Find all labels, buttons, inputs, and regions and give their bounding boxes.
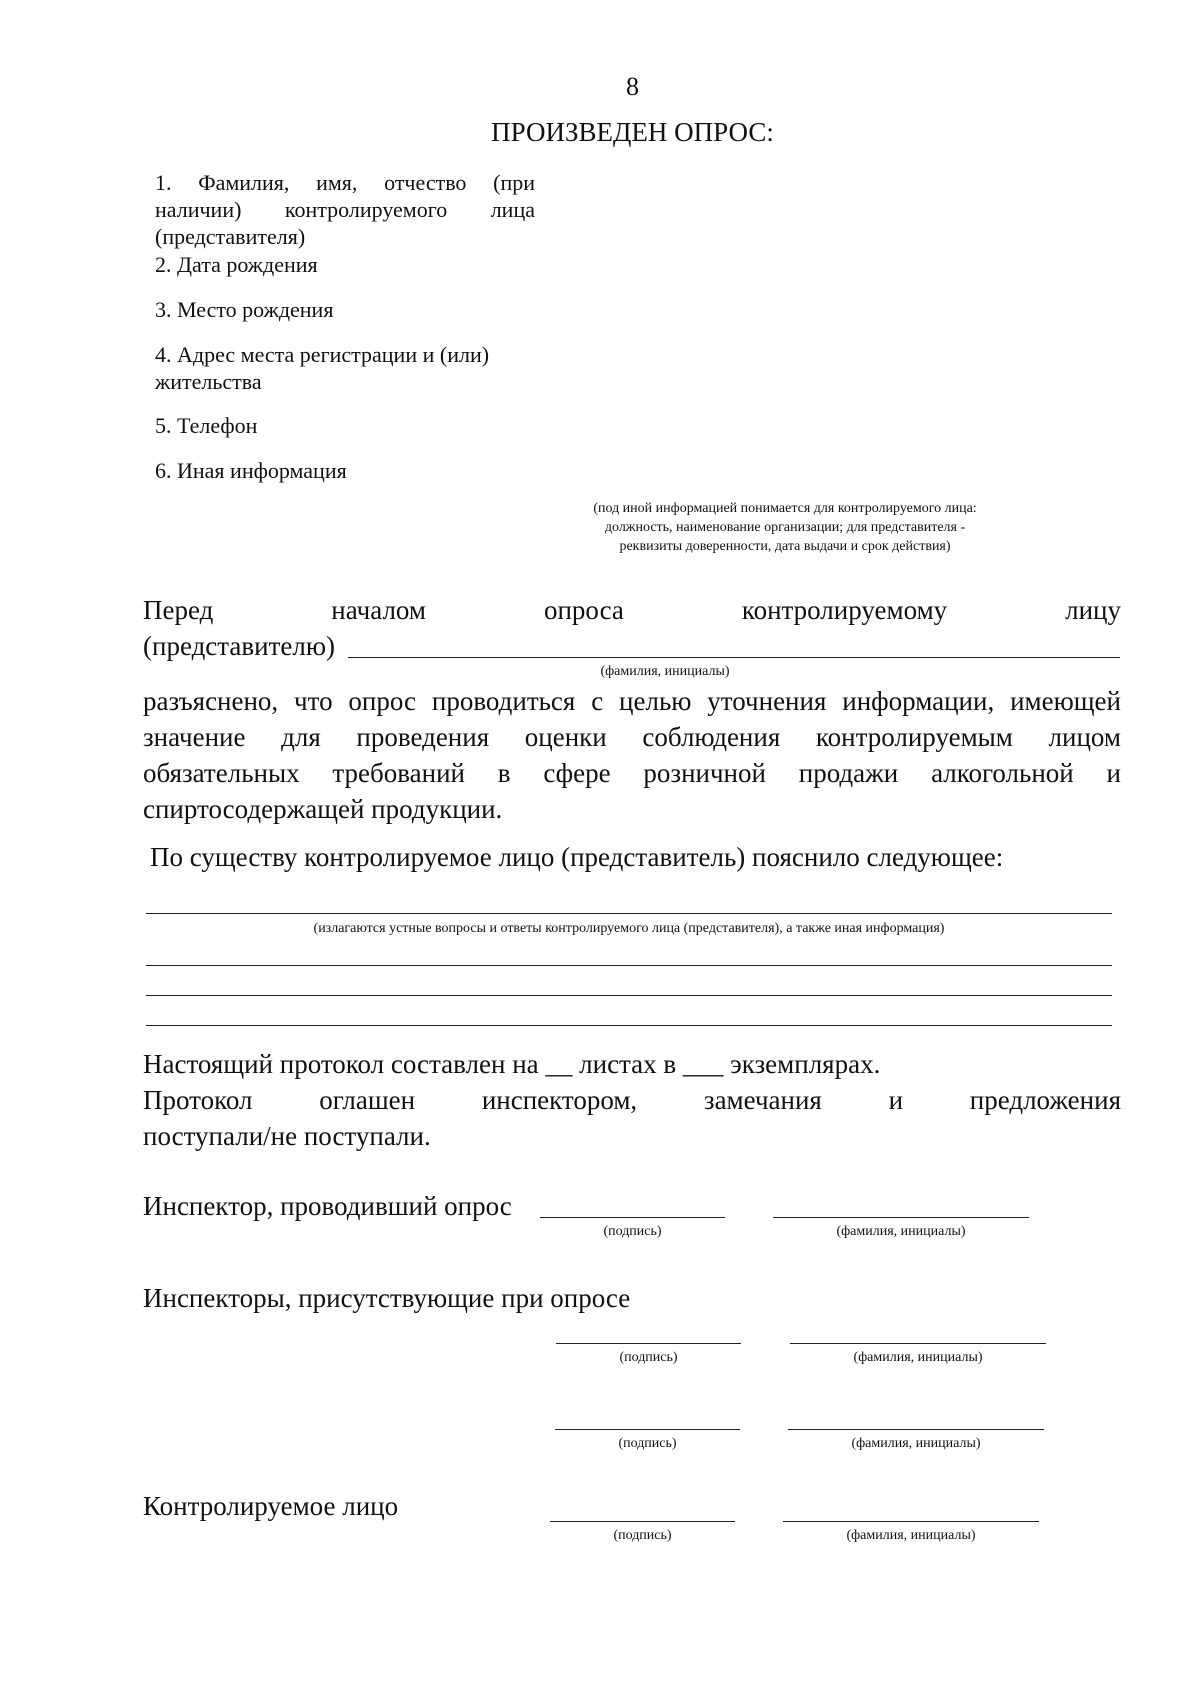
present2-name-caption: (фамилия, инициалы)	[851, 1436, 981, 1451]
field-birth-place: 3. Место рождения	[155, 297, 334, 322]
explanation-line2: значение для проведения оценки соблюдения контролируемым лицом	[143, 722, 1121, 752]
present1-signature-line[interactable]	[556, 1343, 741, 1344]
field-phone: 5. Телефон	[155, 413, 258, 438]
field-address-line1: 4. Адрес места регистрации и (или)	[155, 342, 490, 367]
field-full-name-line2: наличии) контролируемого лица	[155, 197, 535, 222]
controlled-signature-line[interactable]	[550, 1521, 735, 1522]
explanation-line4: спиртосодержащей продукции.	[143, 794, 503, 824]
explanation-line1: разъяснено, что опрос проводиться с целью уточнения информации, имеющей	[143, 686, 1121, 716]
present2-signature-line[interactable]	[555, 1429, 740, 1430]
inspector-signature-line[interactable]	[540, 1217, 725, 1218]
intro-line2: (представителю)	[143, 631, 336, 661]
protocol-line2: Протокол оглашен инспектором, замечания и предложения	[143, 1085, 1121, 1115]
field-birth-date: 2. Дата рождения	[155, 252, 318, 277]
explained-line: По существу контролируемое лицо (представитель) пояснило следующее:	[150, 842, 1004, 872]
field-full-name-line1: 1. Фамилия, имя, отчество (при	[155, 170, 535, 195]
other-info-note-line1: (под иной информацией понимается для контролируемого лица:	[593, 501, 977, 516]
field-full-name	[155, 169, 535, 250]
explanation-paragraph	[143, 683, 1121, 827]
answer-line-4[interactable]	[146, 1025, 1112, 1026]
controlled-person-label: Контролируемое лицо	[143, 1491, 399, 1521]
controlled-signature-caption: (подпись)	[613, 1528, 672, 1543]
controlled-name-line[interactable]	[783, 1521, 1039, 1522]
controlled-name-caption: (фамилия, инициалы)	[846, 1528, 976, 1543]
protocol-line1: Настоящий протокол составлен на __ листах в ___ экземплярах.	[143, 1049, 881, 1079]
present1-name-line[interactable]	[790, 1343, 1046, 1344]
inspector-signature-caption: (подпись)	[603, 1224, 662, 1239]
protocol-paragraph	[143, 1046, 1121, 1154]
answer-line-1[interactable]	[146, 913, 1112, 914]
field-full-name-line3: (представителя)	[155, 224, 306, 249]
protocol-line3: поступали/не поступали.	[143, 1121, 431, 1151]
page-title: ПРОИЗВЕДЕН ОПРОС:	[491, 117, 774, 147]
present-inspectors-label: Инспекторы, присутствующие при опросе	[143, 1283, 631, 1313]
explanation-line3: обязательных требований в сфере розничной продажи алкогольной и	[143, 758, 1121, 788]
other-info-note-line3: реквизиты доверенности, дата выдачи и срок действия)	[619, 539, 951, 554]
present2-name-line[interactable]	[788, 1429, 1044, 1430]
field-address-line2: жительства	[155, 369, 262, 394]
other-info-note	[540, 499, 1030, 556]
present1-name-caption: (фамилия, инициалы)	[853, 1350, 983, 1365]
answer-line-2[interactable]	[146, 965, 1112, 966]
intro-line1: Перед началом опроса контролируемому лицу	[143, 595, 1121, 625]
other-info-note-line2: должность, наименование организации; для представителя -	[604, 520, 966, 535]
field-address	[155, 341, 489, 395]
answers-caption: (излагаются устные вопросы и ответы контролируемого лица (представителя), а также иная информация)	[313, 921, 945, 936]
present1-signature-caption: (подпись)	[619, 1350, 678, 1365]
representative-name-caption: (фамилия, инициалы)	[600, 664, 730, 679]
inspector-name-caption: (фамилия, инициалы)	[836, 1224, 966, 1239]
page-number: 8	[626, 72, 639, 101]
inspector-label: Инспектор, проводивший опрос	[143, 1191, 512, 1221]
inspector-name-line[interactable]	[773, 1217, 1029, 1218]
answer-line-3[interactable]	[146, 995, 1112, 996]
present2-signature-caption: (подпись)	[618, 1436, 677, 1451]
representative-name-line[interactable]	[348, 657, 1120, 658]
field-other-info: 6. Иная информация	[155, 458, 347, 483]
intro-paragraph	[143, 592, 1121, 664]
